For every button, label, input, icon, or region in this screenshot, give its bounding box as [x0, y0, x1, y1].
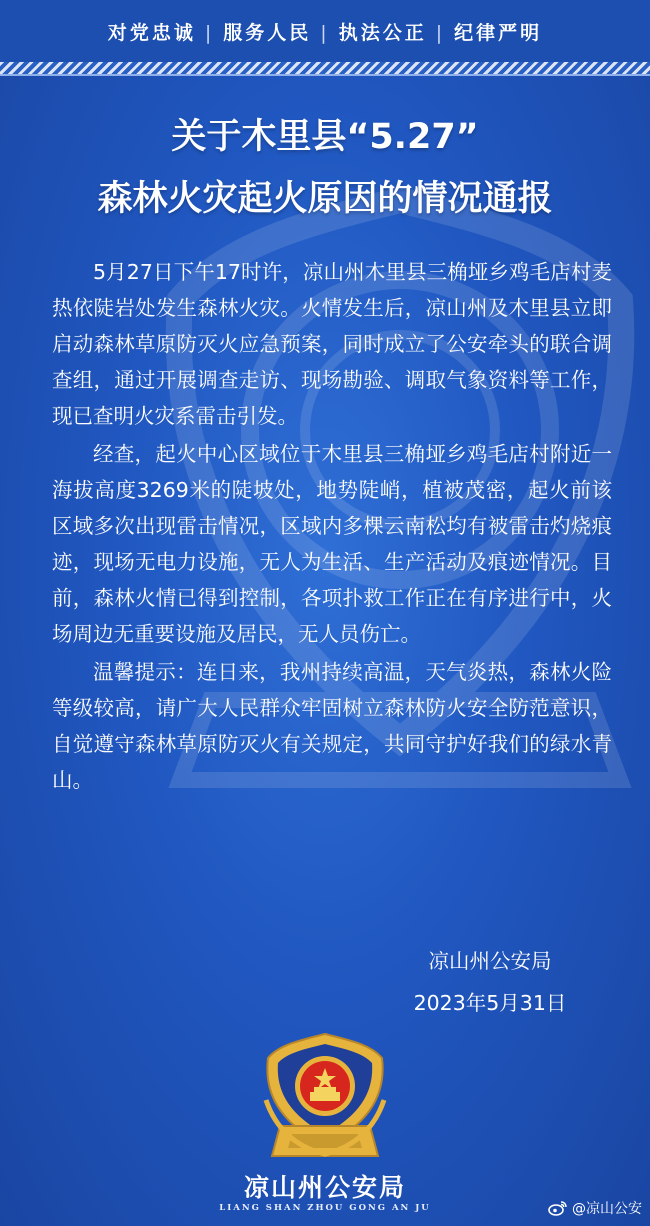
footer-org-name: 凉山州公安局	[243, 1173, 406, 1202]
slogan-1: 对党忠诚	[107, 21, 196, 44]
paragraph-incident: 5月27日下午17时许，凉山州木里县三桷垭乡鸡毛店村麦热依陡岩处发生森林火灾。火情发生后，凉山州及木里县立即启动森林草原防灭火应急预案，同时成立了公安牵头的联合调查组，通过开展调查走访、现场勘验、调取气象资料等工作，现已查明火灾系雷击引发。	[52, 260, 612, 428]
footer-org-pinyin: LIANG SHAN ZHOU GONG AN JU	[219, 1203, 431, 1213]
paragraph-reminder: 温馨提示：连日来，我州持续高温，天气炎热，森林火险等级较高，请广大人民群众牢固树立森林防火安全防范意识，自觉遵守森林草原防灭火有关规定，共同守护好我们的绿水青山。	[52, 660, 612, 792]
slogan-4: 纪律严明	[454, 21, 543, 44]
weibo-icon	[548, 1200, 568, 1216]
police-emblem-icon	[258, 1030, 392, 1164]
weibo-handle: @凉山公安	[572, 1201, 642, 1217]
slogan-separator: |	[320, 21, 330, 44]
signature-organization: 凉山州公安局	[428, 949, 552, 973]
notice-title	[0, 106, 650, 230]
notice-body	[52, 254, 612, 800]
stripe-divider	[0, 74, 650, 76]
title-line-1: 关于木里县“5.27”	[171, 117, 479, 157]
signature-date: 2023年5月31日	[413, 991, 567, 1015]
slogan-separator: |	[204, 21, 215, 44]
paragraph-investigation: 经查，起火中心区域位于木里县三桷垭乡鸡毛店村附近一海拔高度3269米的陡坡处，地势陡峭，植被茂密，起火前该区域多次出现雷击情况，区域内多棵云南松均有被雷击灼烧痕迹，现场无电力设施，无人为生活、生产活动及痕迹情况。目前，森林火情已得到控制，各项扑救工作正在有序进行中，火场周边无重要设施及居民，无人员伤亡。	[52, 442, 612, 646]
slogan-text	[108, 18, 542, 45]
slogan-bar	[0, 0, 650, 62]
decorative-stripe	[0, 62, 650, 74]
title-line-2: 森林火灾起火原因的情况通报	[97, 179, 553, 219]
slogan-2: 服务人民	[223, 21, 312, 44]
slogan-3: 执法公正	[338, 21, 427, 44]
slogan-separator: |	[435, 21, 446, 44]
weibo-watermark	[548, 1198, 642, 1218]
